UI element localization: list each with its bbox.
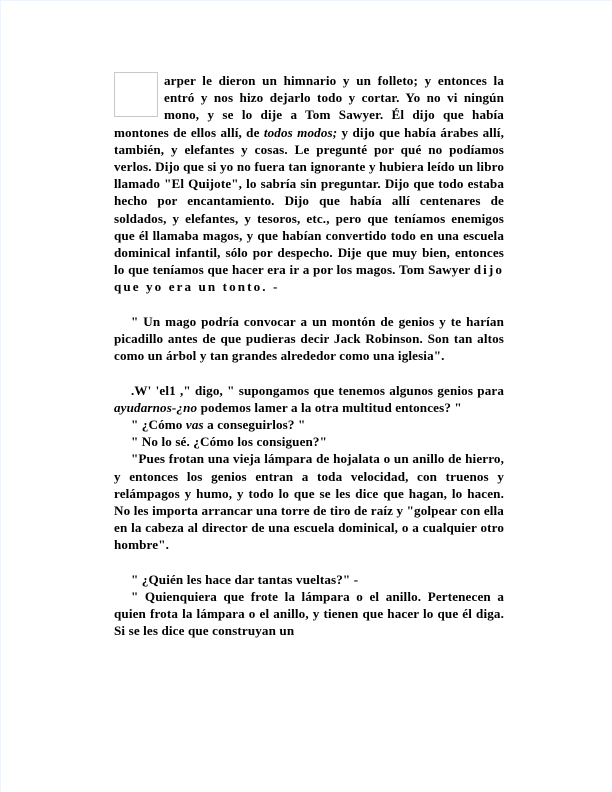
paragraph-4 (114, 416, 504, 433)
paragraph-1 (114, 72, 504, 296)
paragraph-3-run-1: .W' 'el1 ," digo, " supongamos que tenemos algunos genios para (131, 382, 504, 398)
paragraph-7-text: " ¿Quién les hace dar tantas vueltas?" - (131, 571, 359, 587)
paragraph-5-text: " No lo sé. ¿Cómo los consiguen?" (131, 434, 327, 450)
paragraph-8-text: " Quienquiera que frote la lámpara o el anillo. Pertenecen a quien frota la lámpara o el anillo, y tienen que hacer lo que él diga. Si se les dice que construyan un (114, 589, 504, 639)
paragraph-5 (114, 433, 504, 450)
paragraph-2-text: " Un mago podría convocar a un montón de genios y te harían picadillo antes de que pudieras decir Jack Robinson. Son tan altos como un árbol y tan grandes alrededor como una iglesia". (114, 313, 504, 364)
paragraph-4-italic-vas: vas (185, 417, 204, 433)
paragraph-3-run-3: podemos lamer a la otra multitud entonces? " (197, 399, 462, 415)
paragraph-6 (114, 450, 504, 553)
paragraph-4-run-1: " ¿Cómo (131, 417, 186, 433)
paragraph-4-run-3: a conseguirlos? " (203, 417, 306, 433)
paragraph-1-wide-run: dijo que yo era un tonto. - (114, 262, 504, 295)
paragraph-6-text: "Pues frotan una vieja lámpara de hojalata o un anillo de hierro, y entonces los genios entran a toda velocidad, con truenos y relámpagos y humo, y todo lo que se les dice que hagan, lo hacen. No les importa arrancar una torre de tiro de raíz y "golpear con ella en la cabeza al director de una escuela dominical, o a cualquier otro hombre". (114, 451, 504, 553)
paragraph-3-italic-ayudarnos: ayudarnos-¿no (114, 399, 198, 415)
paragraph-2 (114, 313, 504, 365)
paragraph-1-italic-todos-modos: todos modos; (263, 124, 338, 140)
paragraph-3 (114, 382, 504, 416)
paragraph-8 (114, 588, 504, 640)
text-column (114, 72, 504, 640)
paragraph-1-run-1: arper le dieron un himnario y un folleto; y entonces la entró y nos hizo dejarlo todo y cortar. Yo no vi ningún mono, y se lo dije a Tom Sawyer. Él dijo que había montones de ellos allí, de (114, 73, 504, 140)
paragraph-7 (114, 571, 504, 588)
paragraph-1-run-3: y dijo que había árabes allí, también, y elefantes y cosas. Le pregunté por qué no podíamos verlos. Dijo que si yo no fuera tan ignorante y hubiera leído un libro llamado "El Quijote", lo sabría sin preguntar. Dijo que todo estaba hecho por encantamiento. Dijo que había allí centenares de soldados, y elefantes, y tesoros, etc., pero que teníamos enemigos que él llamaba magos, y que habían convertido todo en una escuela dominical infantil, sólo por despecho. Dije que muy bien, entonces lo que teníamos que hacer era ir a por los magos. Tom Sawyer (114, 124, 504, 278)
empty-image-box (114, 72, 158, 117)
